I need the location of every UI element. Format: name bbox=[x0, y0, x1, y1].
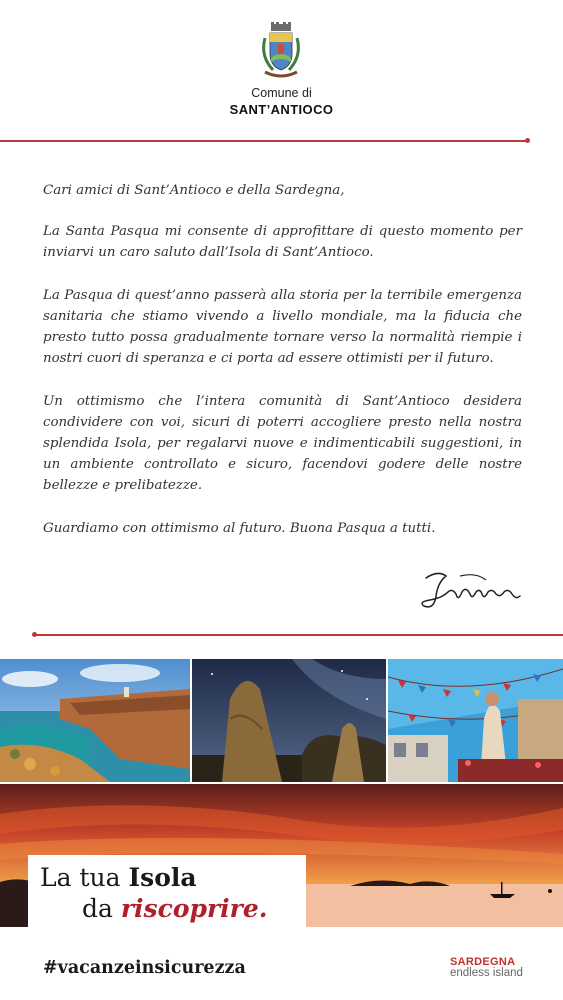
brand-name: SARDEGNA bbox=[450, 956, 516, 968]
slogan-line-2: da riscoprire. bbox=[82, 894, 268, 923]
municipal-crest-logo bbox=[259, 22, 303, 80]
religious-procession-photo bbox=[388, 659, 563, 782]
slogan-bold-word: Isola bbox=[128, 863, 197, 892]
municipality-prefix: Comune di bbox=[251, 86, 312, 100]
letter-paragraph: Un ottimismo che l’intera comunità di Sant’Antioco desidera condividere con voi, sicuri di poterri accogliere presto nella nostra splendida Isola, per regalarvi nuove e indimenticabili suggestioni, in un ambiente controllato e sicuro, facendovi godere delle nostre bellezze e prelibatezze. bbox=[43, 394, 522, 493]
slogan-card bbox=[28, 855, 306, 928]
menhir-night-photo bbox=[192, 659, 386, 782]
slogan-emphasis-word: riscoprire. bbox=[120, 894, 268, 923]
handwritten-signature bbox=[416, 566, 528, 616]
letter-paragraph: La Pasqua di quest’anno passerà alla storia per la terribile emergenza sanitaria che stiamo vivendo a livello mondiale, ma la fiducia che presto tutto possa gradualmente tornare verso la normalità riempie i nostri cuori di speranza e ci porta ad essere ottimisti per il futuro. bbox=[43, 288, 522, 366]
campaign-hashtag: #vacanzeinsicurezza bbox=[43, 958, 246, 978]
letter-greeting: Cari amici di Sant’Antioco e della Sardegna, bbox=[43, 183, 345, 198]
letter-body bbox=[43, 180, 522, 561]
sardegna-brand-logo bbox=[450, 956, 540, 979]
coastline-photo bbox=[0, 659, 190, 782]
letter-closing: Guardiamo con ottimismo al futuro. Buona Pasqua a tutti. bbox=[43, 521, 436, 536]
bottom-divider bbox=[34, 634, 563, 636]
brand-tagline: endless island bbox=[450, 967, 523, 979]
letter-paragraph: La Santa Pasqua mi consente di approfittare di questo momento per inviarvi un caro saluto dall’Isola di Sant’Antioco. bbox=[43, 224, 522, 260]
top-divider bbox=[0, 140, 528, 142]
slogan-line-1: La tua Isola bbox=[40, 863, 197, 892]
municipality-name: SANT’ANTIOCO bbox=[229, 102, 334, 117]
